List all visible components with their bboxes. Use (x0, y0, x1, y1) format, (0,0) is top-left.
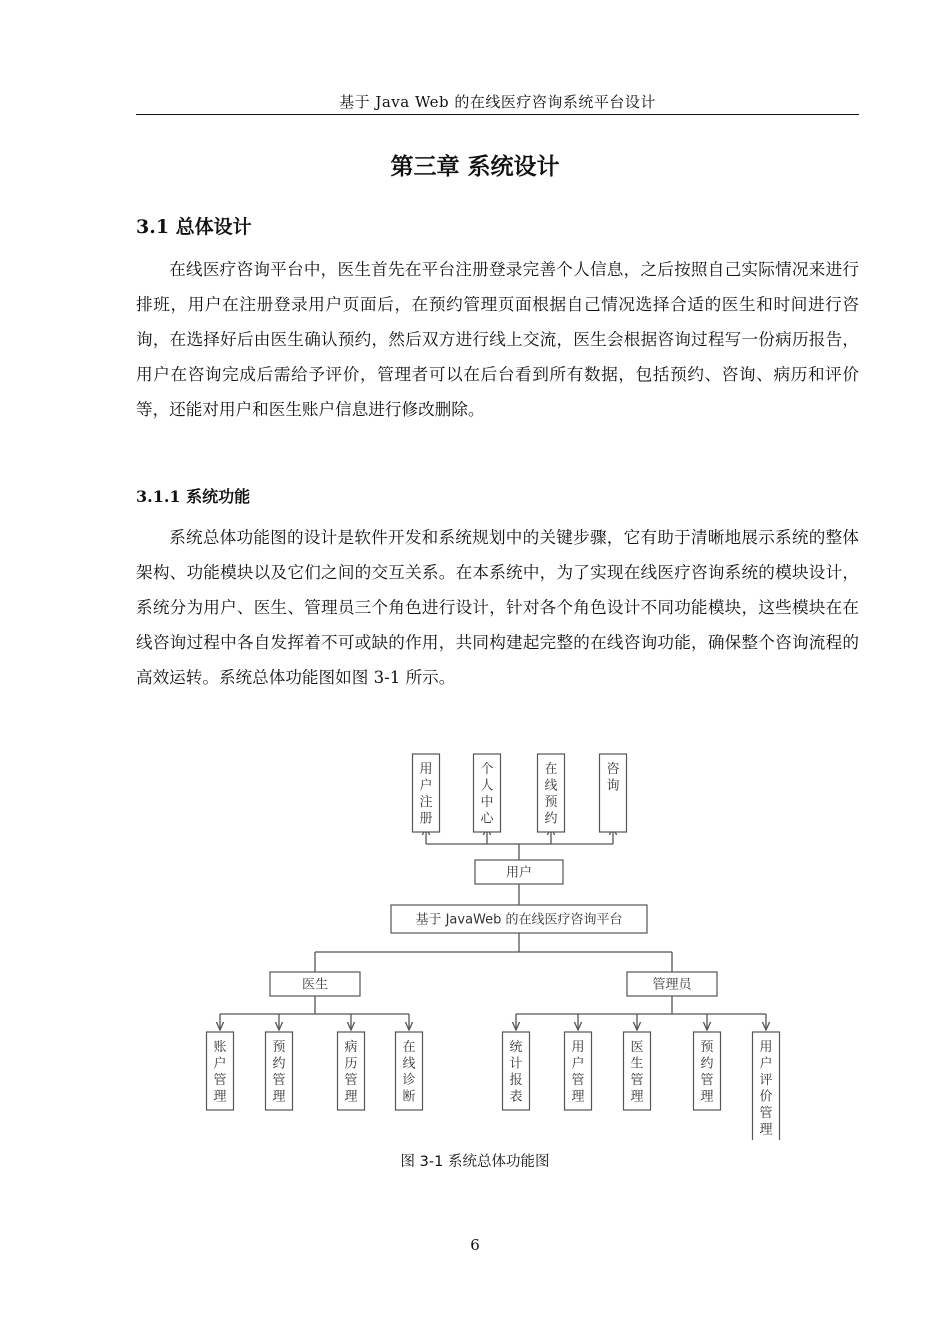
svg-text:约: 约 (700, 1056, 714, 1072)
svg-text:表: 表 (509, 1089, 523, 1105)
svg-text:管: 管 (344, 1073, 358, 1088)
svg-text:评: 评 (759, 1073, 773, 1088)
svg-text:预: 预 (700, 1040, 714, 1055)
svg-text:线: 线 (544, 778, 558, 794)
svg-text:历: 历 (344, 1056, 358, 1072)
svg-text:计: 计 (509, 1056, 523, 1072)
doctor-module-2 (266, 1032, 293, 1110)
svg-text:理: 理 (213, 1089, 227, 1105)
svg-text:理: 理 (571, 1089, 585, 1105)
svg-text:管: 管 (759, 1106, 773, 1121)
svg-text:理: 理 (272, 1089, 286, 1105)
svg-text:用户: 用户 (505, 865, 533, 881)
admin-module-2 (565, 1032, 592, 1110)
subsection-paragraph: 系统总体功能图的设计是软件开发和系统规划中的关键步骤，它有助于清晰地展示系统的整体架构、功能模块以及它们之间的交互关系。在本系统中，为了实现在线医疗咨询系统的模块设计，系统分为用户、医生、管理员三个角色进行设计，针对各个角色设计不同功能模块，这些模块在在线咨询过程中各自发挥着不可或缺的作用，共同构建起完整的在线咨询功能，确保整个咨询流程的高效运转。系统总体功能图如图 3-1 所示。 (136, 528, 859, 687)
user-module-3 (538, 754, 565, 832)
svg-text:管: 管 (630, 1073, 644, 1088)
svg-text:理: 理 (630, 1089, 644, 1105)
doctor-node (270, 972, 360, 996)
user-module-2 (474, 754, 501, 832)
svg-text:户: 户 (419, 778, 433, 794)
svg-text:预: 预 (272, 1040, 286, 1055)
svg-text:病: 病 (344, 1040, 358, 1055)
svg-text:在: 在 (544, 762, 558, 777)
svg-text:预: 预 (544, 795, 558, 810)
svg-text:诊: 诊 (402, 1073, 416, 1088)
svg-text:管: 管 (213, 1073, 227, 1088)
svg-text:户: 户 (571, 1056, 585, 1072)
svg-text:医: 医 (630, 1040, 644, 1055)
svg-text:线: 线 (402, 1056, 416, 1072)
svg-text:医生: 医生 (301, 977, 329, 993)
user-node (475, 860, 563, 884)
figure-caption: 图 3-1 系统总体功能图 (400, 1154, 550, 1170)
page-number: 6 (470, 1236, 480, 1254)
section-paragraph: 在线医疗咨询平台中，医生首先在平台注册登录完善个人信息，之后按照自己实际情况来进行排班，用户在注册登录用户页面后，在预约管理页面根据自己情况选择合适的医生和时间进行咨询，在选择好后由医生确认预约，然后双方进行线上交流，医生会根据咨询过程写一份病历报告，用户在咨询完成后需给予评价，管理者可以在后台看到所有数据，包括预约、咨询、病历和评价等，还能对用户和医生账户信息进行修改删除。 (136, 260, 859, 419)
svg-text:询: 询 (606, 778, 620, 794)
function-diagram (200, 750, 790, 1140)
subsection-heading: 3.1.1 系统功能 (136, 487, 251, 506)
svg-text:用: 用 (419, 762, 433, 777)
svg-text:理: 理 (700, 1089, 714, 1105)
header-rule (136, 114, 859, 115)
doctor-module-1 (207, 1032, 234, 1110)
user-module-1 (413, 754, 440, 832)
svg-text:在: 在 (402, 1040, 416, 1055)
svg-text:注: 注 (419, 795, 433, 810)
svg-text:个: 个 (480, 762, 494, 777)
svg-text:统: 统 (509, 1040, 523, 1055)
admin-module-4 (694, 1032, 721, 1110)
svg-text:约: 约 (544, 811, 558, 827)
svg-text:人: 人 (480, 778, 494, 794)
svg-text:咨: 咨 (606, 762, 620, 777)
svg-text:管理员: 管理员 (652, 977, 692, 993)
svg-text:用: 用 (571, 1040, 585, 1055)
svg-text:户: 户 (759, 1056, 773, 1072)
svg-text:户: 户 (213, 1056, 227, 1072)
admin-module-3 (624, 1032, 651, 1110)
svg-text:中: 中 (480, 795, 494, 810)
admin-module-1 (503, 1032, 530, 1110)
svg-text:基于 JavaWeb 的在线医疗咨询平台: 基于 JavaWeb 的在线医疗咨询平台 (415, 912, 623, 928)
section-heading: 3.1 总体设计 (136, 216, 252, 238)
root-node (391, 905, 647, 933)
svg-text:报: 报 (509, 1073, 523, 1088)
svg-text:约: 约 (272, 1056, 286, 1072)
svg-text:管: 管 (272, 1073, 286, 1088)
admin-node (627, 972, 717, 996)
svg-text:心: 心 (480, 811, 494, 827)
doctor-module-4 (396, 1032, 423, 1110)
svg-text:理: 理 (344, 1089, 358, 1105)
svg-text:管: 管 (700, 1073, 714, 1088)
user-module-4 (600, 754, 627, 832)
svg-text:断: 断 (402, 1089, 416, 1105)
svg-text:册: 册 (419, 811, 433, 827)
svg-text:账: 账 (213, 1040, 227, 1055)
running-header: 基于 Java Web 的在线医疗咨询系统平台设计 (339, 93, 656, 111)
admin-module-5 (753, 1032, 780, 1140)
svg-text:价: 价 (759, 1089, 773, 1105)
svg-text:理: 理 (759, 1122, 773, 1138)
svg-text:管: 管 (571, 1073, 585, 1088)
svg-text:生: 生 (630, 1056, 644, 1072)
svg-text:用: 用 (759, 1040, 773, 1055)
chapter-title: 第三章 系统设计 (390, 154, 560, 180)
doctor-module-3 (338, 1032, 365, 1110)
